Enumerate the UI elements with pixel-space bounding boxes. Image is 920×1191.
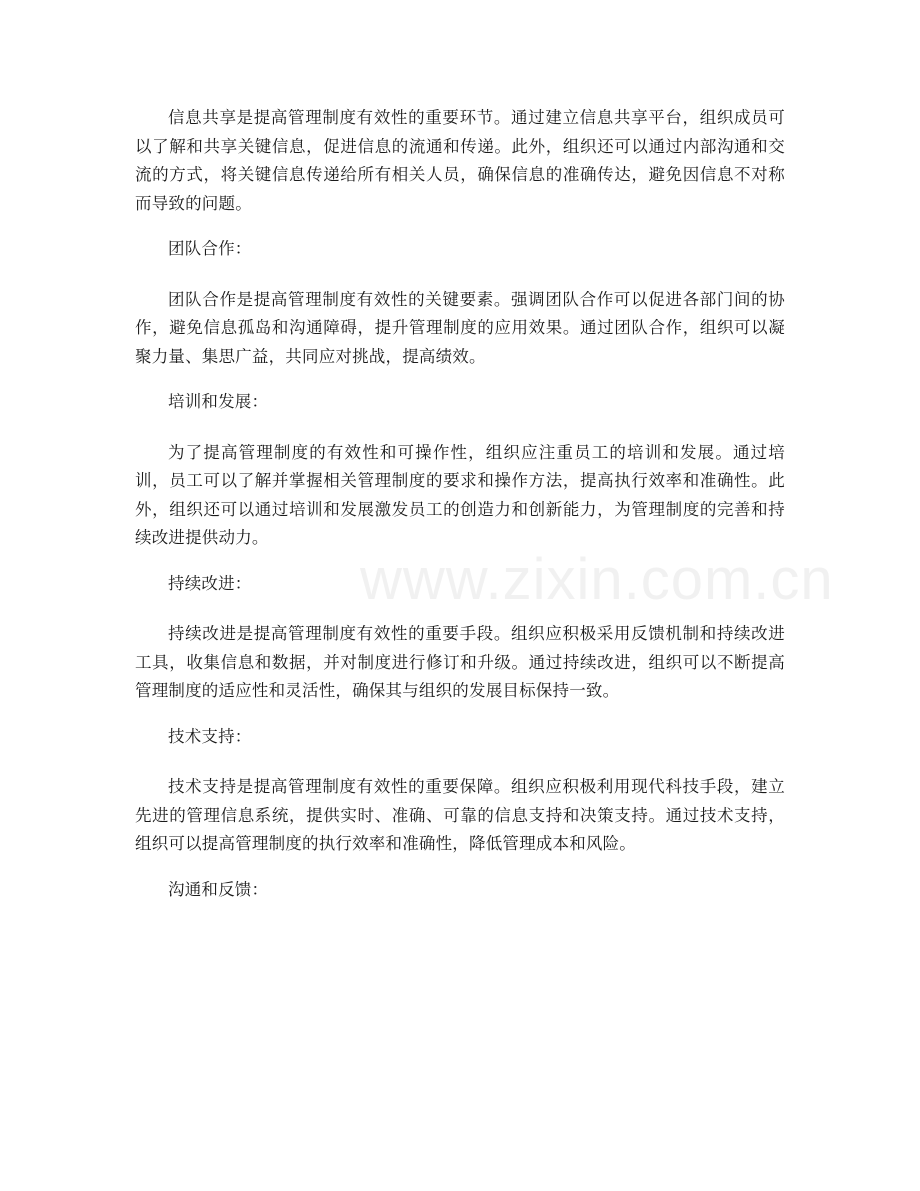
paragraph-team-cooperation: 团队合作是提高管理制度有效性的关键要素。强调团队合作可以促进各部门间的协作，避免信息孤岛和沟通障碍，提升管理制度的应用效果。通过团队合作，组织可以凝聚力量、集思广益，共同应对挑战，提高绩效。 bbox=[135, 289, 785, 366]
paragraph-information-sharing: 信息共享是提高管理制度有效性的重要环节。通过建立信息共享平台，组织成员可以了解和共享关键信息，促进信息的流通和传递。此外，组织还可以通过内部沟通和交流的方式，将关键信息传递给所有相关人员，确保信息的准确传达，避免因信息不对称而导致的问题。 bbox=[135, 108, 785, 213]
heading-communication-feedback: 沟通和反馈： bbox=[168, 879, 269, 899]
document-body bbox=[135, 104, 785, 926]
paragraph-technical-support: 技术支持是提高管理制度有效性的重要保障。组织应积极利用现代科技手段，建立先进的管理信息系统，提供实时、准确、可靠的信息支持和决策支持。通过技术支持，组织可以提高管理制度的执行效率和准确性，降低管理成本和风险。 bbox=[135, 777, 785, 853]
heading-technical-support: 技术支持： bbox=[168, 726, 252, 746]
heading-training-development: 培训和发展： bbox=[168, 392, 269, 411]
heading-team-cooperation: 团队合作： bbox=[168, 239, 252, 258]
paragraph-continuous-improvement: 持续改进是提高管理制度有效性的重要手段。组织应积极采用反馈机制和持续改进工具，收集信息和数据，并对制度进行修订和升级。通过持续改进，组织可以不断提高管理制度的适应性和灵活性，确保其与组织的发展目标保持一致。 bbox=[135, 624, 785, 700]
watermark: www.zixin.com.cn bbox=[360, 547, 834, 612]
heading-continuous-improvement: 持续改进： bbox=[168, 573, 252, 593]
paragraph-training-development: 为了提高管理制度的有效性和可操作性，组织应注重员工的培训和发展。通过培训，员工可以了解并掌握相关管理制度的要求和操作方法，提高执行效率和准确性。此外，组织还可以通过培训和发展激发员工的创造力和创新能力，为管理制度的完善和持续改进提供动力。 bbox=[135, 442, 785, 547]
